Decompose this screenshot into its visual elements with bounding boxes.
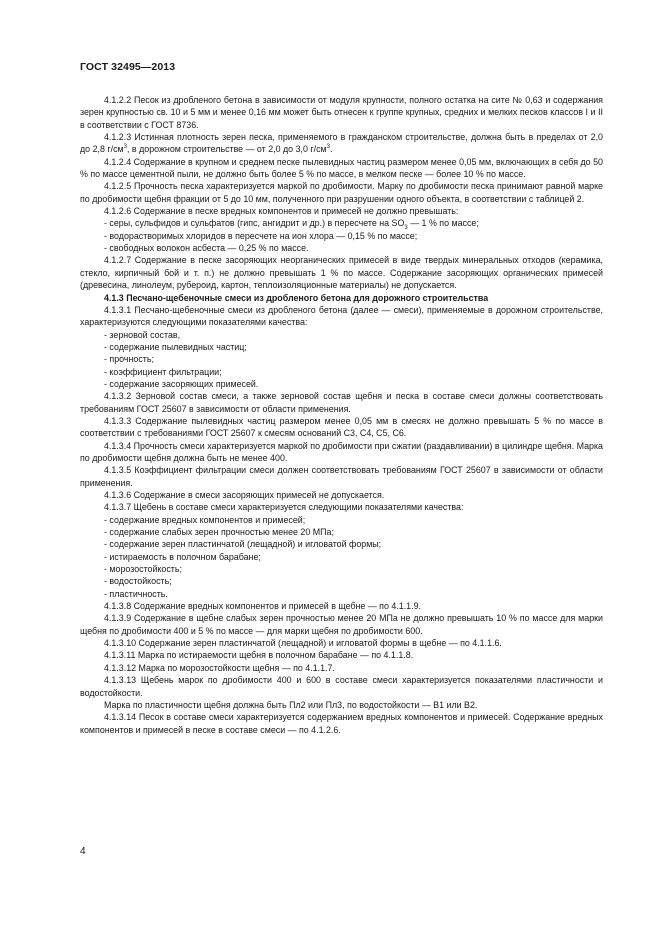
paragraph: - зерновой состав, — [104, 329, 181, 340]
paragraph: - морозостойкость; — [104, 564, 182, 575]
paragraph: - серы, сульфидов и сульфатов (гипс, ангидрит и др.) в пересчете на $SO_3$ — 1 % по массе; — [104, 218, 479, 232]
paragraph: 4.1.3.12 Марка по морозостойкости щебня — по 4.1.1.7. — [104, 662, 335, 673]
paragraph: - прочность; — [104, 354, 154, 365]
paragraph: 4.1.3.8 Содержание вредных компонентов и примесей в щебне — по 4.1.1.9. — [104, 601, 421, 612]
paragraph: 4.1.2.5 Прочность песка характеризуется маркой по дробимости. Марку по дробимости песка принимают равной марке по дробимости щебня фракции от 5 до 10 мм, полученного при разрушении одного объекта, в соответствии с таблицей 2. — [80, 181, 603, 204]
paragraph: 4.1.3.4 Прочность смеси характеризуется маркой по дробимости при сжатии (раздавливании) в цилиндре щебня. Марка по дробимости щебня должна быть не менее 400. — [80, 440, 603, 463]
page-number: 4 — [80, 846, 86, 857]
paragraph: - истираемость в полочном барабане; — [104, 551, 261, 562]
paragraph: - водорастворимых хлоридов в пересчете на ион хлора — 0,15 % по массе; — [104, 230, 418, 241]
paragraph: - водостойкость; — [104, 576, 172, 587]
paragraph: - содержание зерен пластинчатой (лещадной) и игловатой формы; — [104, 539, 382, 550]
document-body — [80, 94, 603, 736]
document-header: ГОСТ 32495—2013 — [80, 61, 176, 73]
paragraph: - содержание пылевидных частиц; — [104, 341, 247, 352]
paragraph: 4.1.3.9 Содержание в щебне слабых зерен прочностью менее 20 МПа не должно превышать 10 % по массе для марки щебня по дробимости 400 и 5 % по массе — для марки щебня по дробимости 600. — [80, 613, 603, 636]
paragraph: 4.1.3.7 Щебень в составе смеси характеризуется следующими показателями качества: — [104, 502, 464, 513]
paragraph: 4.1.2.7 Содержание в песке засоряющих неорганических примесей в виде твердых минеральных отходов (керамика, стекло, кирпичный бой и т. п.) не должно превышать 1 % по массе. Содержание засоряющих органических примесей (древесина, линолеум, рубероид, картон, теплоизоляционные материалы) не допускается. — [80, 255, 603, 291]
paragraph: 4.1.3.11 Марка по истираемости щебня в полочном барабане — по 4.1.1.8. — [104, 650, 414, 661]
paragraph: - содержание слабых зерен прочностью менее 20 МПа; — [104, 527, 334, 538]
paragraph: - свободных волокон асбеста — 0,25 % по массе. — [104, 243, 309, 254]
paragraph: 4.1.3.5 Коэффициент фильтрации смеси должен соответствовать требованиям ГОСТ 25607 в зависимости от области применения. — [80, 465, 603, 488]
paragraph: 4.1.2.4 Содержание в крупном и среднем песке пылевидных частиц размером менее 0,05 мм, включающих в себя до 50 % по массе цементной пыли, не должно быть более 5 % по массе, в мелком песке — более 10 % по массе. — [80, 156, 603, 180]
paragraph: 4.1.3.3 Содержание пылевидных частиц размером менее 0,05 мм в смесях не должно превышать 5 % по массе в соответствии с требованиями ГОСТ 25607 к смесям оснований С3, С4, С5, С6. — [80, 415, 603, 439]
paragraph: Марка по пластичности щебня должна быть Пл2 или Пл3, по водостойкости — В1 или В2. — [104, 699, 478, 710]
paragraph: - коэффициент фильтрации; — [104, 366, 222, 377]
paragraph: 4.1.3.10 Содержание зерен пластинчатой (лещадной) и игловатой формы в щебне — по 4.1.1.6. — [104, 638, 502, 649]
paragraph: 4.1.3.14 Песок в составе смеси характеризуется содержанием вредных компонентов и примесей. Содержание вредных компонентов и примесей в песке в составе смеси — по 4.1.2.6. — [80, 712, 603, 735]
paragraph: - пластичность. — [104, 588, 168, 599]
paragraph: - содержание вредных компонентов и примесей; — [104, 514, 306, 525]
paragraph: 4.1.2.2 Песок из дробленого бетона в зависимости от модуля крупности, полного остатка на сите № 0,63 и содержания зерен крупностью св. 10 и 5 мм и менее 0,16 мм может быть отнесен к группе крупных, средних и мелких песков классов I и II в соответствии с ГОСТ 8736. — [80, 95, 603, 130]
paragraph: 4.1.3.2 Зерновой состав смеси, а также зерновой состав щебня и песка в составе смеси должны соответствовать требованиям ГОСТ 25607 в зависимости от области применения. — [80, 391, 603, 414]
paragraph: 4.1.2.6 Содержание в песке вредных компонентов и примесей не должно превышать: — [104, 206, 459, 217]
section-heading: 4.1.3 Песчано-щебеночные смеси из дробленого бетона для дорожного строительства — [104, 292, 489, 303]
paragraph: 4.1.3.6 Содержание в смеси засоряющих примесей не допускается. — [104, 490, 385, 500]
paragraph: 4.1.2.3 Истинная плотность зерен песка, применяемого в гражданском строительстве, должна быть в пределах от 2,0 до 2,8 $г/см^3$, в дорожном строительстве — от 2,0 до 3,0 $г/см^3$. — [80, 132, 603, 155]
paragraph: 4.1.3.13 Щебень марок по дробимости 400 и 600 в составе смеси характеризуется показателями пластичности и водостойкости. — [80, 675, 603, 698]
paragraph: 4.1.3.1 Песчано-щебеночные смеси из дробленого бетона (далее — смеси), применяемые в дорожном строительстве, характеризуются следующими показателями качества: — [80, 304, 603, 328]
paragraph: - содержание засоряющих примесей. — [104, 378, 259, 389]
